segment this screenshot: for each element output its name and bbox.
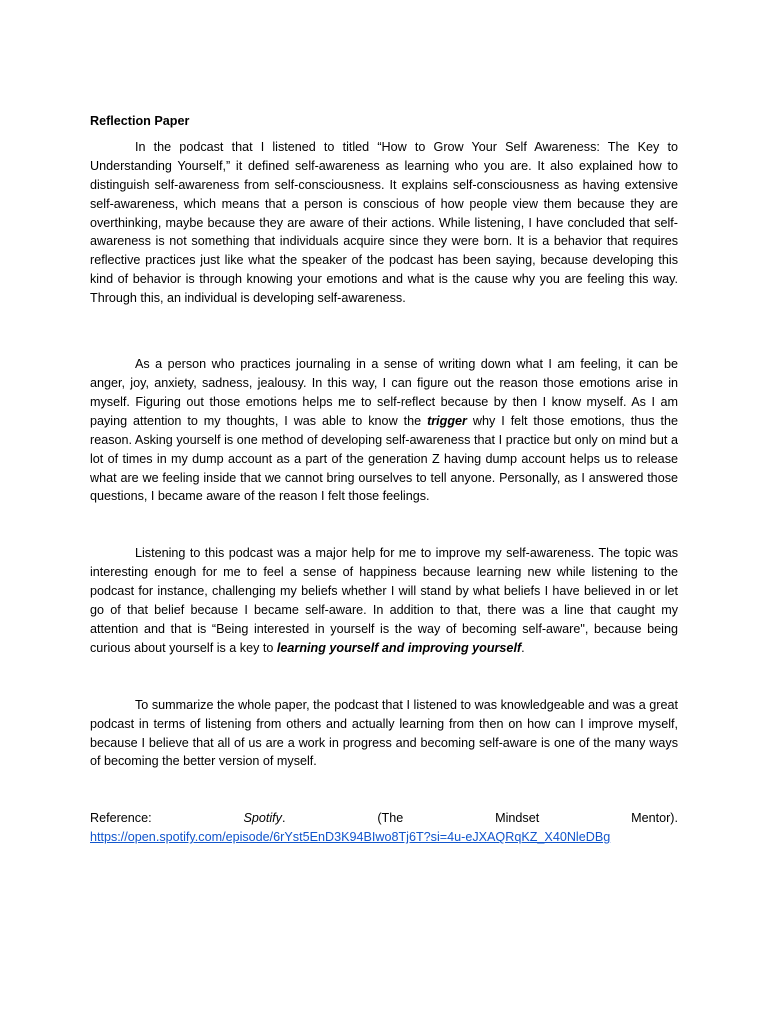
paragraph-3-emphasis: learning yourself and improving yourself	[276, 640, 522, 655]
reference-line	[90, 809, 678, 828]
reference-label: Reference:	[90, 811, 152, 826]
paragraph-2-emphasis: trigger	[427, 413, 467, 428]
reference-block	[90, 809, 678, 847]
document-page	[90, 112, 678, 847]
reference-middle: Mindset	[495, 811, 540, 826]
reference-source	[243, 809, 285, 828]
document-title: Reflection Paper	[90, 114, 190, 128]
paragraph-4-text: To summarize the whole paper, the podcast that I listened to was knowledgeable and was a great podcast in terms of listening from others and actually learning from then on how can I improve myself, because I believe that all of us are a work in progress and becoming self-aware is one of the many ways of becoming the better version of myself.	[90, 697, 678, 769]
reference-source-suffix: .	[281, 811, 286, 826]
paragraph-2-text-b: why I felt those emotions, thus the reason. Asking yourself is one method of developing self-awareness that I practice but only on mind but a lot of times in my dump account as a part of the generation Z having dump account helps us to release what are we feeling inside that we cannot bring ourselves to tell anyone. Personally, as I answered those questions, I became aware of the reason I felt those feelings.	[90, 413, 678, 504]
paragraph-3-text-a: Listening to this podcast was a major help for me to improve my self-awareness. The topic was interesting enough for me to feel a sense of happiness because learning new while listening to the podcast for instance, challenging my beliefs whether I will stand by what beliefs I have believed in or let go of that belief because I became self-aware. In addition to that, there was a line that caught my attention and that is “Being interested in yourself is the way of becoming self-aware", because being curious about yourself is a key to	[90, 546, 678, 655]
reference-link[interactable]: https://open.spotify.com/episode/6rYst5EnD3K94BIwo8Tj6T?si=4u-eJXAQRqKZ_X40NleDBg	[90, 830, 611, 845]
paragraph-1-text: In the podcast that I listened to titled “How to Grow Your Self Awareness: The Key to Understanding Yourself,” it defined self-awareness as learning who you are. It also explained how to distinguish self-awareness from self-consciousness. It explains self-consciousness as having extensive self-awareness, which means that a person is conscious of how people view them because they are overthinking, maybe because they are aware of their actions. While listening, I have concluded that self-awareness is not something that individuals acquire since they were born. It is a behavior that requires reflective practices just like what the speaker of the podcast has been saying, because developing this kind of behavior is through knowing your emotions and what is the cause why you are feeling this way. Through this, an individual is developing self-awareness.	[90, 139, 678, 306]
paragraph-2-text-a: As a person who practices journaling in a sense of writing down what I am feeling, it can be anger, joy, anxiety, sadness, jealousy. In this way, I can figure out the reason those emotions arise in myself. Figuring out those emotions helps me to self-reflect because by then I know myself. As I am paying attention to my thoughts, I was able to know the	[90, 357, 678, 428]
paragraph-3	[90, 544, 678, 657]
paragraph-3-text-b: .	[521, 640, 525, 655]
paragraph-4	[90, 696, 678, 772]
reference-source-name: Spotify	[243, 811, 282, 826]
reference-open: (The	[377, 811, 404, 826]
reference-end: Mentor).	[631, 811, 678, 826]
paragraph-2	[90, 355, 678, 506]
paragraph-1	[90, 138, 678, 308]
